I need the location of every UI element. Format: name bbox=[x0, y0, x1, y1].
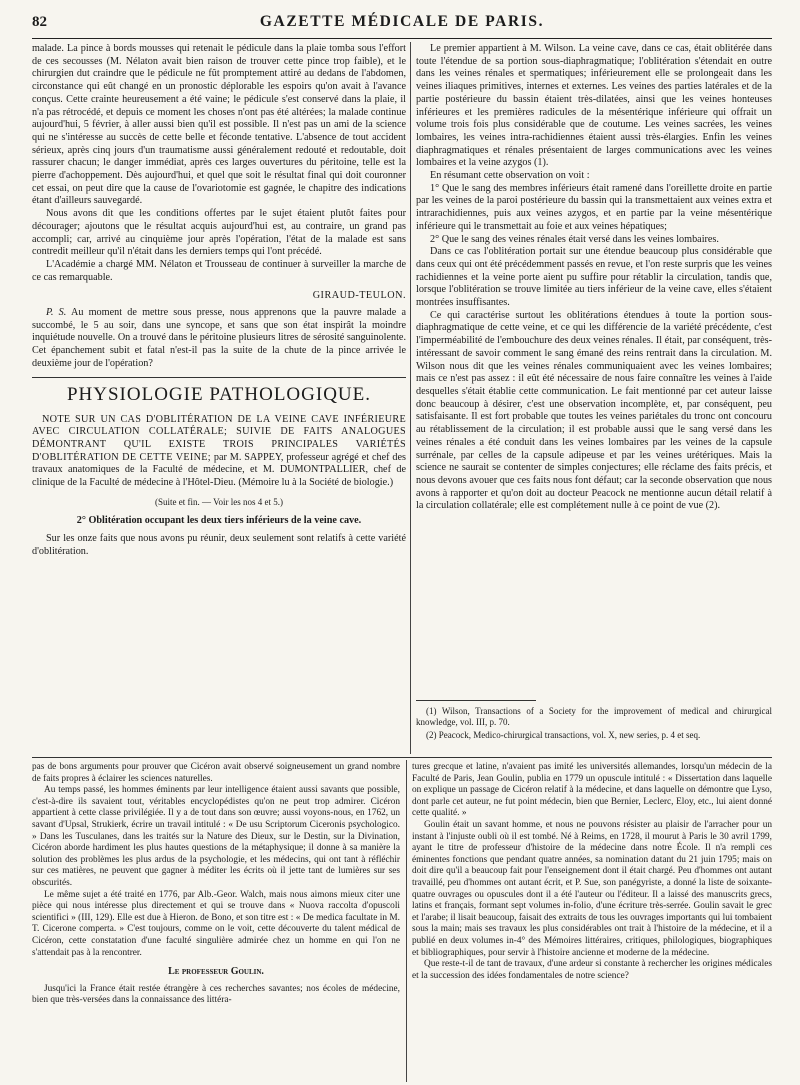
paragraph: tures grecque et latine, n'avaient pas imité les universités allemandes, lorsqu'un médecin de la Faculté de Paris, Jean Goulin, publia en 1779 un opuscule intitulé : « Dissertation dans laquelle on explique un passage de Cicéron relatif à la médecine, et dans laquelle on démontre que Lyso, dont parle cet auteur, ne fut point médecin, bien que Bernier, Leclerc, Eloy, etc., lui aient donné cette qualité. » bbox=[412, 762, 772, 819]
paragraph: Jusqu'ici la France était restée étrangère à ces recherches savantes; nos écoles de médecine, bien que très-versées dans la connaissance des littéra- bbox=[32, 983, 400, 1006]
section-divider bbox=[32, 377, 406, 378]
postscript-label: P. S. bbox=[46, 307, 67, 319]
paragraph: En résumant cette observation on voit : bbox=[430, 170, 590, 182]
paragraph: Ce qui caractérise surtout les oblitérations étendues à toute la portion sous-diaphragmatique de cette veine, et ce qui les différencie de la variété précédente, c'est l'imperméabilité de l'embouchure des deux veines rénales. Il était, par conséquent, très-intéressant de savoir comment le sang émané des reins rentrait dans la circulation. M. Wilson nous dit que les veines rénales communiquaient avec les veines lombaires; mais ce n'est pas assez : il eût été nécessaire de nous faire connaître les veines à l'aide desquelles s'était établie cette communication. Le fait mentionné par cet auteur laisse donc beaucoup à désirer, c'est une observation incomplète, et, par conséquent, peu satisfaisante. Il est fort probable que toutes les veines pariétales du tronc ont concouru au rétablissement de la circulation; il est probable aussi que le sang versé dans les veines rénales a été conduit dans les veines lombaires par les veines de la capsule surrénale, par celles de la capsule adipeuse et par les veines urétériques. Mais la science ne saurait se contenter de simples conjectures; elle réclame des faits précis, et nous devons avouer que ces faits nous font défaut; car la seconde observation que nous avons à rapporter et qu'on doit au docteur Peacock ne mentionne aucun détail relatif à la circulation collatérale; elle est complétement nulle à ce point de vue (2). bbox=[416, 309, 772, 512]
paragraph: Au temps passé, les hommes éminents par leur intelligence étaient aussi savants que possible, c'est-à-dire ils savaient tout, véritables encyclopédistes qu'on ne peut trop admirer. Cicéron appartient à cette classe privilégiée. Il y a de tout dans son œuvre; aussi voyons-nous, en 1762, un savant d'Upsal, Strukierk, écrire un travail intitulé : « De usu Scriptorum Ciceronis psychologico. » Dans les Tusculanes, dans les traités sur la Nature des Dieux, sur le Destin, sur la Divination, Cicéron aborde hardiment les plus hautes questions de la métaphysique; il donne à sa manière la solution des problèmes les plus ardus de la psychologie, et les médecins, qui ont tant à réfléchir sur ces matières, ne peuvent que gagner à méditer les écrits où il jette tant de lumières sur ses obscurités. bbox=[32, 785, 400, 888]
postscript bbox=[32, 307, 406, 371]
right-column bbox=[416, 43, 772, 683]
feuilleton-left-column bbox=[32, 762, 400, 1082]
feuilleton-rule bbox=[32, 757, 772, 758]
paragraph: pas de bons arguments pour prouver que Cicéron avait observé soigneusement un grand nombre de faits propres à éclairer les sciences naturelles. bbox=[32, 762, 400, 784]
article-title-caps: NOTE SUR UN CAS D'OBLITÉRATION DE LA VEINE CAVE INFÉRIEURE AVEC CIRCULATION COLLATÉRALE; SUIVIE DE FAITS ANALOGUES DÉMONTRANT QU'IL EXISTE TROIS PRINCIPALES VARIÉTÉS D'OBLITÉRATION DE CETTE VEINE; bbox=[32, 413, 406, 463]
paragraph: Le même sujet a été traité en 1776, par Alb.-Geor. Walch, mais nous aimons mieux citer une pièce qui nous intéresse plus directement et qui se trouve dans « Nuova raccolta d'opuscoli scientifici » (III, 129). Elle est due à Hieron. de Bono, et son titre est : « De medica facultate in M. T. Cicerone comperta. » C'est toujours, comme on le voit, cette découverte du talent médical de Cicéron, cette constatation d'une faculté singulière admirée chez un homme en qui l'on ne s'attendait pas à la rencontrer. bbox=[32, 889, 400, 958]
paragraph: Goulin était un savant homme, et nous ne pouvons résister au plaisir de l'arracher pour un instant à l'injuste oubli où il est tombé. Né à Reims, en 1728, il mourut à Paris le 30 avril 1799, ayant le titre de professeur d'histoire de la médecine dans notre École. Il n'a rempli ces éminentes fonctions que pendant quatre années, sa nomination datant du 21 juin 1795; mais on doit dire qu'il a beaucoup fait pour l'enseignement dont il était chargé. Peu d'hommes ont autant travaillé, peu d'hommes ont autant écrit, et P. Sue, son panégyriste, a donné la liste de soixante-quatre ouvrages ou opuscules dont il a été l'auteur ou l'éditeur. Il a laissé des manuscrits grecs, latins et français, formant sept volumes in-folio, d'une écriture très-serrée. Goulin savait le grec et l'arabe; il lisait beaucoup, faisait des extraits de tous les ouvrages importants qui lui tombaient sous la main; mais ses travaux les plus considérables ont trait à l'histoire de la médecine, et il a publié en deux volumes in-4° des Mémoires littéraires, critiques, philologiques, biographiques et bibliographiques, pour servir à l'histoire ancienne et moderne de la médecine. bbox=[412, 819, 772, 958]
paragraph: malade. La pince à bords mousses qui retenait le pédicule dans la plaie tomba sous l'effort de ces secousses (M. Nélaton avait bien raison de trouver cette pince trop faible), et le chirurgien dut craindre que le pédicule ne fût promptement attiré au dedans de l'abdomen, circonstance qui eût changé en un pronostic déplorable les espoirs qu'on avait à l'avance conçus. Cette crainte heureusement a été vaine; le pédicule s'est conservé dans la plaie, il n'a pas rétrocédé, et depuis ce moment les choses n'ont pas été altérées; la malade continue aujourd'hui, 5 février, à aller aussi bien qu'il est possible. Il n'est pas un ami de la science qui ne s'intéresse au succès de cette belle et féconde tentative. L'absence de tout accident sérieux, après cinq jours d'un traumatisme aussi généralement redouté et redoutable, doit rassurer chacun; le danger immédiat, après ces larges ouvertures du péritoine, telle est la pierre d'achoppement. Dès aujourd'hui, et quel que soit le résultat final qui doit couronner cet essai, on peut dire que la cause de l'ovariotomie est gagnée, le chapitre des indications étant d'ailleurs sauvegardé. bbox=[32, 43, 406, 207]
footnote: (1) Wilson, Transactions of a Society for the improvement of medical and chirurgical knowledge, vol. III, p. 70. bbox=[416, 706, 772, 727]
paragraph: Nous avons dit que les conditions offertes par le sujet étaient plutôt faites pour décourager; ajoutons que le résultat acquis aujourd'hui est, au contraire, un grand pas accompli; car, arrivé au cinquième jour après l'opération, l'état de la malade est sans contredit meilleur qu'il n'était dans les derniers temps qui l'ont précédé. bbox=[32, 208, 406, 258]
footnote-rule bbox=[416, 700, 536, 701]
paragraph: 1° Que le sang des membres inférieurs était ramené dans l'oreillette droite en partie par les veines de la paroi postérieure du bassin qui la transmettaient aux veines extra et intrarachidiennes, puis aux veines azygos, et en partie par la veine mésentérique inférieure qui le transmettait au foie et aux veines hépatiques; bbox=[416, 182, 772, 232]
postscript-text: Au moment de mettre sous presse, nous apprenons que la pauvre malade a succombé, le 5 au soir, dans une syncope, et sans que son état inspirât la moindre inquiétude nouvelle. On a trouvé dans le péritoine plusieurs litres de sérosité sanguinolente. Cet épanchement subit et fatal n'est-il pas la suite de la chute de la pince arrivée le deuxième jour de l'opération? bbox=[32, 307, 406, 369]
column-rule bbox=[406, 760, 407, 1082]
article-authors: par M. SAPPEY, professeur agrégé et chef des travaux anatomiques de la Faculté de médecine, et M. DUMONTPALLIER, chef de clinique de la Faculté de médecine à l'Hôtel-Dieu. (Mémoire lu à la Société de biologie.) bbox=[32, 451, 406, 489]
footnote: (2) Peacock, Medico-chirurgical transactions, vol. X, new series, p. 4 et seq. bbox=[426, 730, 701, 740]
paragraph: Que reste-t-il de tant de travaux, d'une ardeur si constante à rechercher les origines médicales et la succession des idées fondamentales de notre science? bbox=[412, 959, 772, 981]
column-rule bbox=[410, 42, 411, 754]
author-signature: GIRAUD-TEULON. bbox=[312, 290, 406, 302]
paragraph: 2° Que le sang des veines rénales était versé dans les veines lombaires. bbox=[430, 233, 719, 245]
paragraph: Dans ce cas l'oblitération portait sur une étendue beaucoup plus considérable que dans ceux qui ont été précédemment passés en revue, et l'on reste surpris que les veines rachidiennes et la veine porte aient pu suffire pour rétablir la circulation, tandis que, lorsque l'oblitération se trouve limitée au tiers inférieur de la veine cave, elles s'étaient montrées insuffisantes. bbox=[416, 246, 772, 309]
running-head bbox=[32, 10, 772, 36]
feuilleton-right-column bbox=[412, 762, 772, 1082]
paragraph: Sur les onze faits que nous avons pu réunir, deux seulement sont relatifs à cette variété d'oblitération. bbox=[32, 533, 406, 557]
section-title: PHYSIOLOGIE PATHOLOGIQUE. bbox=[66, 383, 372, 405]
subsection-title: 2° Oblitération occupant les deux tiers inférieurs de la veine cave. bbox=[76, 514, 362, 526]
feuilleton-heading: Le professeur Goulin. bbox=[168, 966, 264, 978]
paragraph: L'Académie a chargé MM. Nélaton et Trousseau de continuer à surveiller la marche de ce cas remarquable. bbox=[32, 258, 406, 283]
header-rule bbox=[32, 38, 772, 39]
paragraph: Le premier appartient à M. Wilson. La veine cave, dans ce cas, était oblitérée dans toute l'étendue de sa portion sous-diaphragmatique; l'oblitération s'étendait en outre dans les veines rénales et spermatiques; inférieurement elle se prolongeait dans les veines iliaques primitives, internes et externes. Les veines des parties latérales et de la partie postérieure du bassin étaient très-dilatées, ainsi que les veines honteuses inférieures et les premières radicules de la mésentérique inférieure qui offrait un volume trois fois plus considérable que de coutume. Les veines sacrées, les veines lombaires, les veines intra-rachidiennes étaient aussi très-élargies. Enfin les veines diaphragmatiques et rénales présentaient de larges communications avec les veines lombaires et la veine azygos (1). bbox=[416, 43, 772, 169]
footnotes bbox=[416, 700, 772, 743]
article-title bbox=[32, 414, 406, 490]
page-number: 82 bbox=[32, 14, 47, 30]
journal-title: GAZETTE MÉDICALE DE PARIS. bbox=[259, 13, 545, 30]
suite-note: (Suite et fin. — Voir les nos 4 et 5.) bbox=[155, 496, 283, 507]
left-column bbox=[32, 43, 406, 733]
